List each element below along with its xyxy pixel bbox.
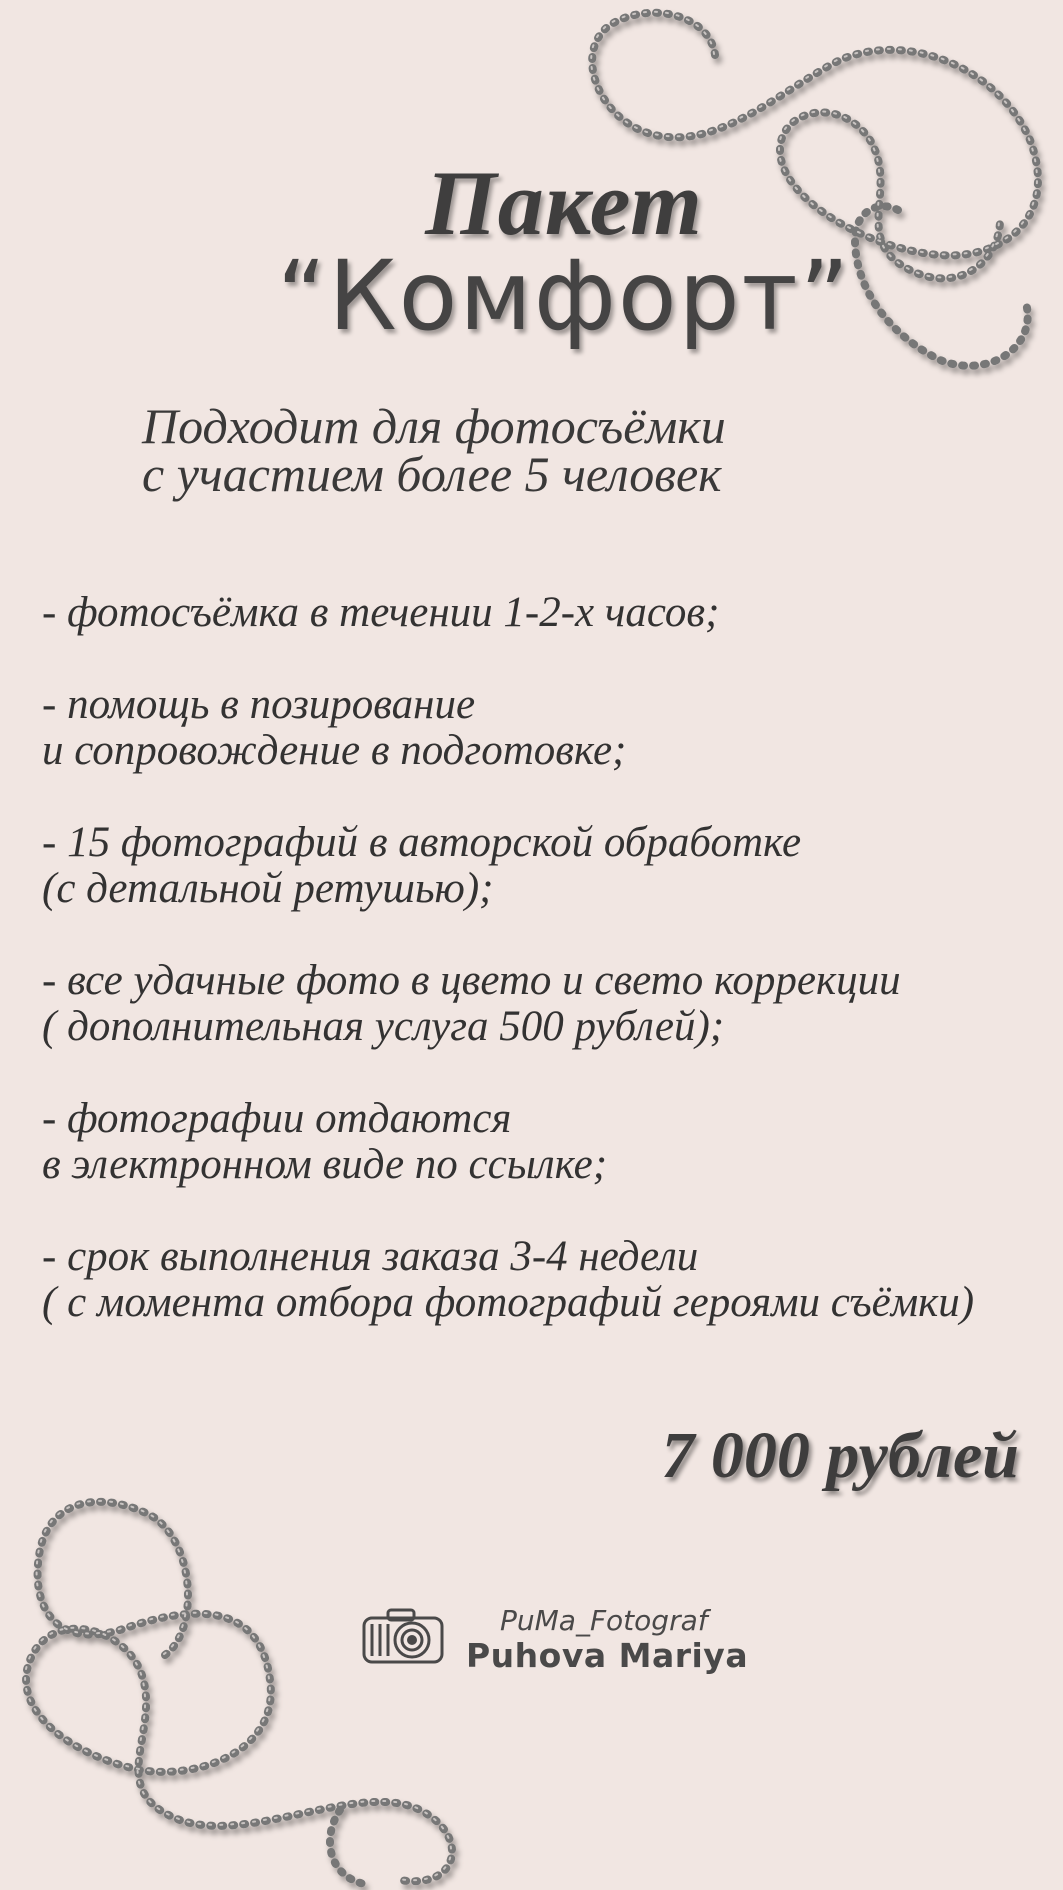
- feature-text: - 15 фотографий в авторской обработке: [42, 819, 802, 866]
- feature-item: [42, 958, 1052, 1050]
- feature-item: [42, 1096, 1052, 1188]
- feature-text: - все удачные фото в цвето и свето коррекции: [42, 957, 901, 1004]
- package-price: 7 000 рублей: [661, 1419, 1019, 1492]
- feature-text: - фотосъёмка в течении 1-2-х часов;: [42, 589, 720, 636]
- camera-icon: [360, 1604, 446, 1668]
- logo-name: Puhova Mariya: [466, 1636, 749, 1675]
- feature-item: [42, 682, 1052, 774]
- feature-text: и сопровождение в подготовке;: [42, 727, 627, 774]
- photographer-logo: [360, 1604, 749, 1675]
- feature-text: - фотографии отдаются: [42, 1095, 512, 1142]
- feature-text: - срок выполнения заказа 3-4 недели: [42, 1233, 699, 1280]
- feature-text: ( с момента отбора фотографий героями съёмки): [42, 1279, 975, 1326]
- package-subtitle: [142, 398, 726, 502]
- feature-text: - помощь в позирование: [42, 681, 476, 728]
- feature-item: [42, 820, 1052, 912]
- subtitle-line1: Подходит для фотосъёмки: [142, 398, 726, 454]
- feature-text: в электронном виде по ссылке;: [42, 1141, 608, 1188]
- package-title-line1: Пакет: [425, 152, 703, 254]
- feature-item: [42, 590, 1052, 636]
- feature-text: (с детальной ретушью);: [42, 865, 494, 912]
- swirl-ornament-bottom: [0, 1480, 480, 1890]
- feature-item: [42, 1234, 1052, 1326]
- logo-handle: PuMa_Fotograf: [500, 1604, 708, 1637]
- package-title-line2: “Комфорт”: [276, 240, 852, 352]
- subtitle-line2: с участием более 5 человек: [142, 446, 722, 502]
- feature-text: ( дополнительная услуга 500 рублей);: [42, 1003, 725, 1050]
- feature-list: [42, 590, 1052, 1372]
